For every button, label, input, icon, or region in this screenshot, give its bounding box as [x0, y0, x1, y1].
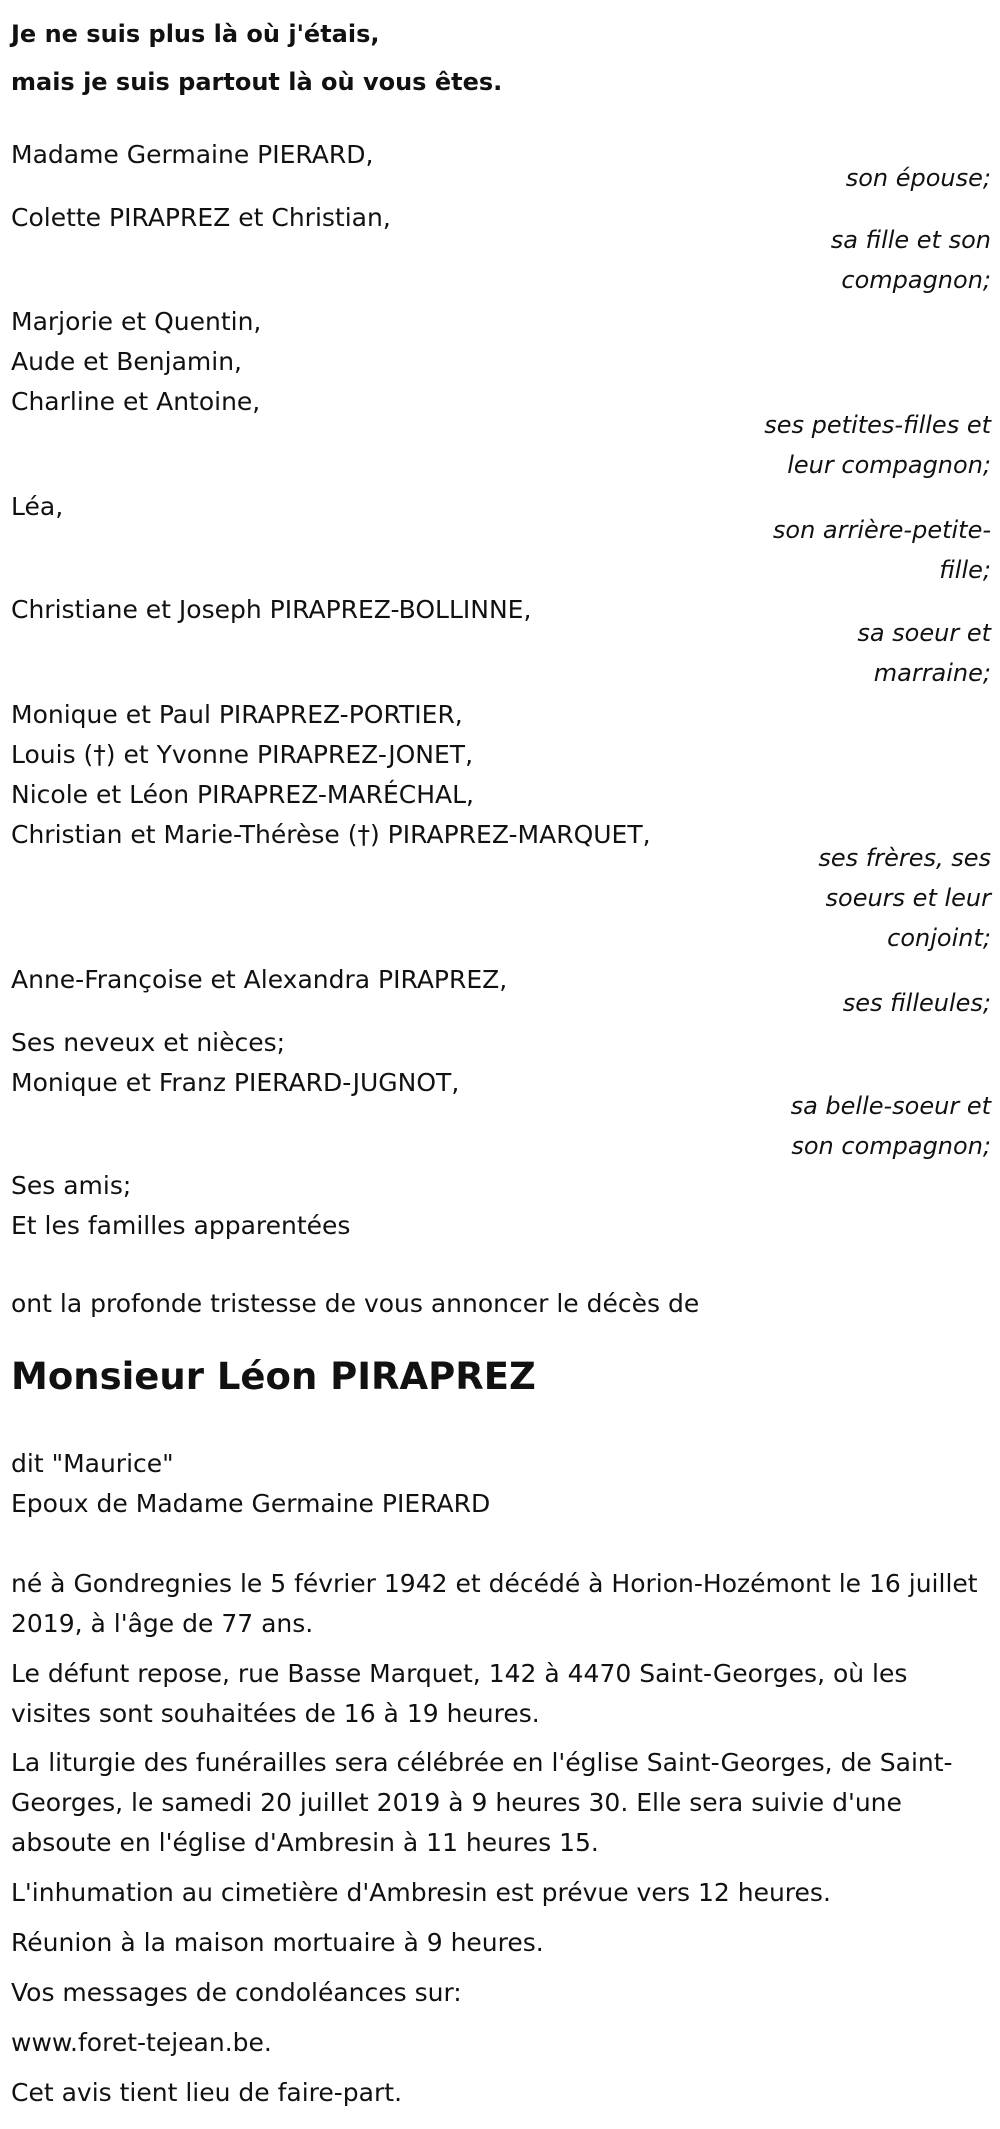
relation-great-granddaughter-2: fille; — [939, 556, 991, 584]
reunion-info: Réunion à la maison mortuaire à 9 heures. — [11, 1928, 544, 1957]
relation-sister-1: sa soeur et — [857, 619, 991, 647]
relation-siblings-3: conjoint; — [887, 924, 991, 952]
closing-note: Cet avis tient lieu de faire-part. — [11, 2078, 403, 2107]
family-related-families: Et les familles apparentées — [11, 1211, 351, 1240]
condolences-prompt: Vos messages de condoléances sur: — [11, 1978, 462, 2007]
family-sibling-3: Nicole et Léon PIRAPREZ-MARÉCHAL, — [11, 780, 474, 809]
relation-siblings-2: soeurs et leur — [825, 884, 991, 912]
family-daughter-name: Colette PIRAPREZ et Christian, — [11, 203, 391, 232]
family-sibling-2: Louis (†) et Yvonne PIRAPREZ-JONET, — [11, 740, 474, 769]
quote-line-1: Je ne suis plus là où j'étais, — [11, 20, 380, 48]
family-sibling-1: Monique et Paul PIRAPREZ-PORTIER, — [11, 700, 463, 729]
visits-info: Le défunt repose, rue Basse Marquet, 142 à 4470 Saint-Georges, où les visites sont souhaitées de 16 à 19 heures. — [11, 1659, 908, 1728]
family-granddaughter-3: Charline et Antoine, — [11, 387, 261, 416]
relation-sister-in-law-2: son compagnon; — [791, 1132, 991, 1160]
deceased-name: Monsieur Léon PIRAPREZ — [11, 1355, 536, 1398]
relation-granddaughters-1: ses petites-filles et — [764, 411, 991, 439]
quote-line-2: mais je suis partout là où vous êtes. — [11, 68, 503, 96]
relation-sister-2: marraine; — [873, 659, 991, 687]
family-granddaughter-2: Aude et Benjamin, — [11, 347, 243, 376]
relation-daughter-1: sa fille et son — [830, 226, 991, 254]
family-goddaughters-name: Anne-Françoise et Alexandra PIRAPREZ, — [11, 965, 508, 994]
family-granddaughter-1: Marjorie et Quentin, — [11, 307, 262, 336]
relation-goddaughters: ses filleules; — [842, 989, 991, 1017]
relation-great-granddaughter-1: son arrière-petite- — [772, 516, 991, 544]
family-sister-name: Christiane et Joseph PIRAPREZ-BOLLINNE, — [11, 595, 532, 624]
burial-info: L'inhumation au cimetière d'Ambresin est prévue vers 12 heures. — [11, 1878, 831, 1907]
relation-siblings-1: ses frères, ses — [818, 844, 991, 872]
family-friends: Ses amis; — [11, 1171, 132, 1200]
relation-sister-in-law-1: sa belle-soeur et — [790, 1092, 991, 1120]
family-nephews-nieces: Ses neveux et nièces; — [11, 1028, 286, 1057]
liturgy-info: La liturgie des funérailles sera célébrée en l'église Saint-Georges, de Saint-Georges, le samedi 20 juillet 2019 à 9 heures 30. Elle sera suivie d'une absoute en l'église d'Ambresin à 11 heures 15. — [11, 1748, 953, 1857]
condolences-website: www.foret-tejean.be. — [11, 2028, 272, 2057]
deceased-nickname: dit "Maurice" — [11, 1449, 174, 1478]
relation-daughter-2: compagnon; — [841, 266, 991, 294]
relation-spouse: son épouse; — [845, 164, 991, 192]
announcement-text: ont la profonde tristesse de vous annoncer le décès de — [11, 1289, 700, 1318]
family-sister-in-law-name: Monique et Franz PIERARD-JUGNOT, — [11, 1068, 460, 1097]
family-list — [11, 0, 991, 1240]
family-great-granddaughter: Léa, — [11, 492, 64, 521]
relation-granddaughters-2: leur compagnon; — [787, 451, 991, 479]
family-sibling-4: Christian et Marie-Thérèse (†) PIRAPREZ-MARQUET, — [11, 820, 651, 849]
deceased-spouse: Epoux de Madame Germaine PIERARD — [11, 1489, 491, 1518]
birth-death-info: né à Gondregnies le 5 février 1942 et décédé à Horion-Hozémont le 16 juillet 2019, à l'âge de 77 ans. — [11, 1569, 978, 1638]
family-spouse-name: Madame Germaine PIERARD, — [11, 140, 374, 169]
